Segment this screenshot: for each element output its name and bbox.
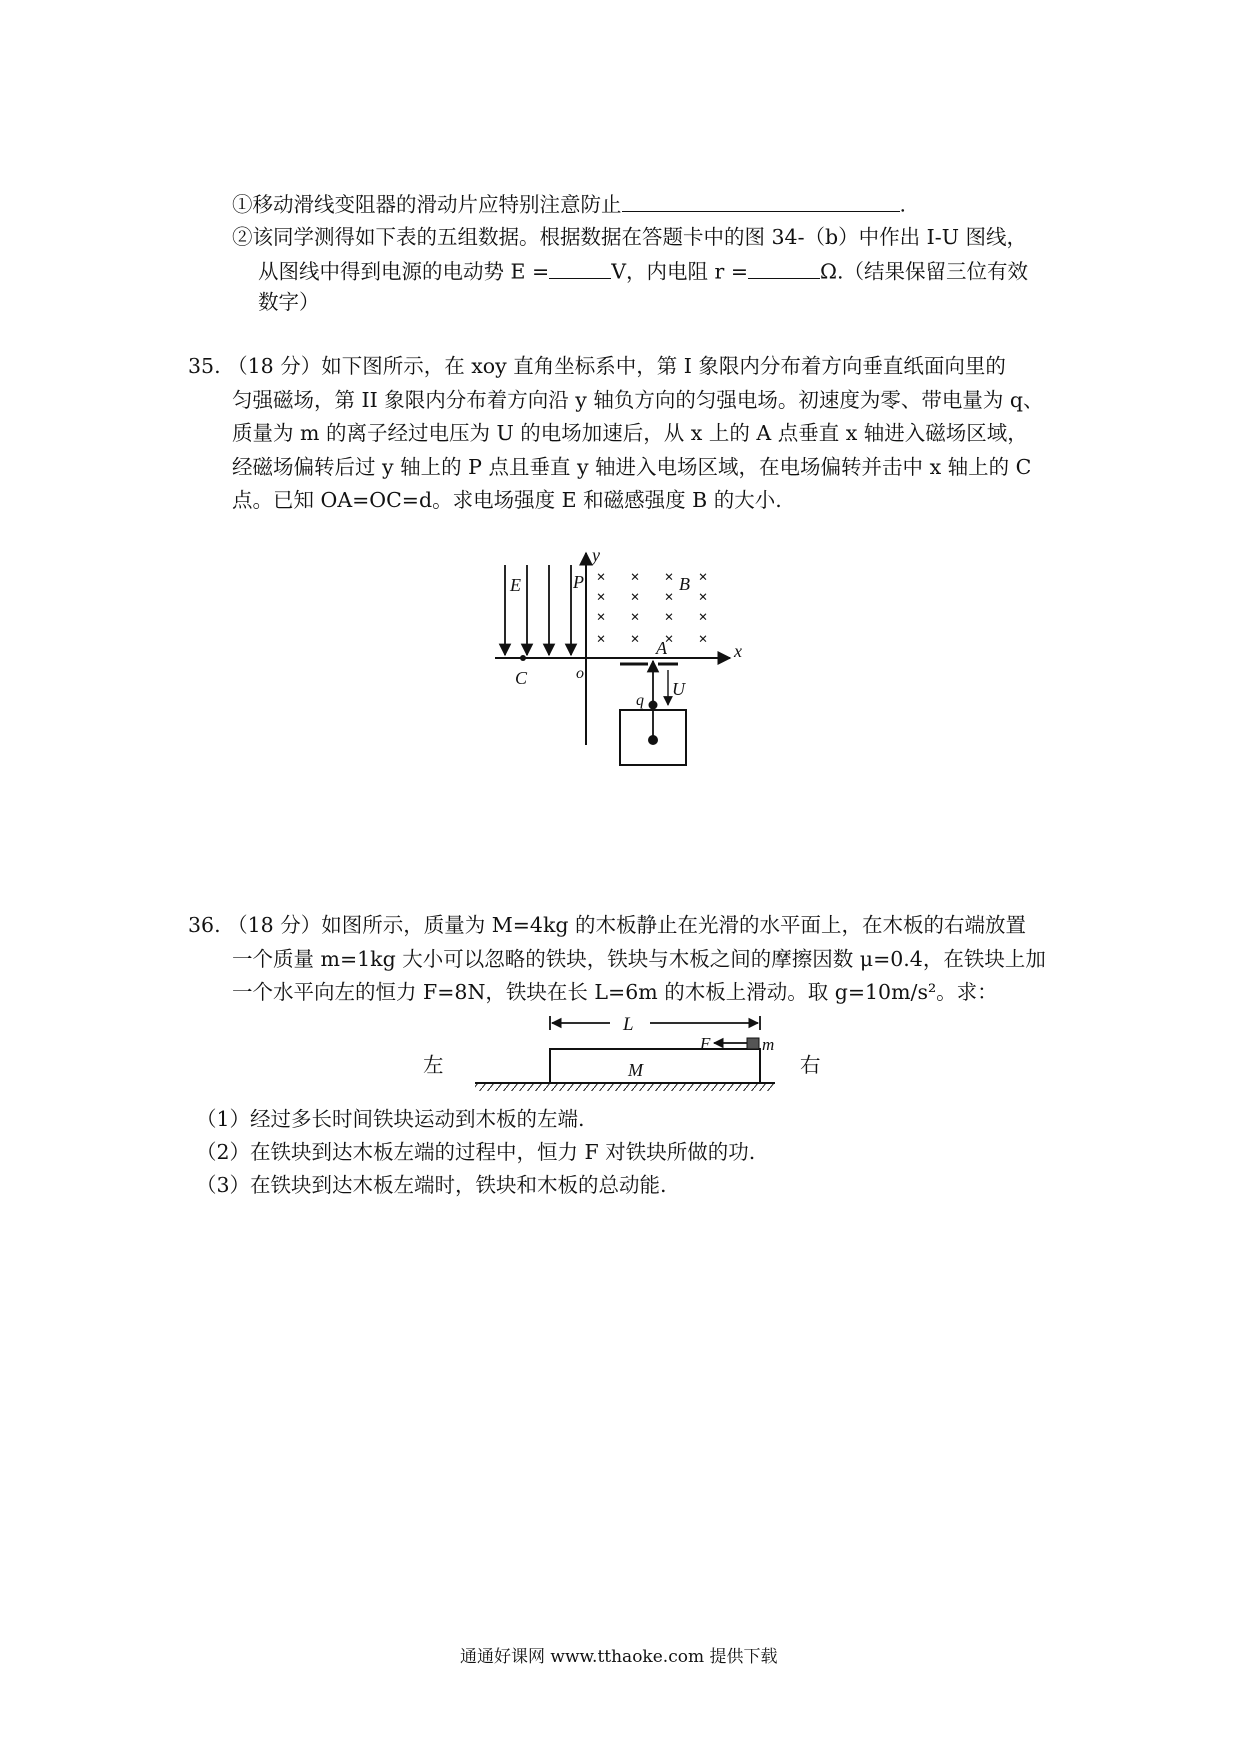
- q34-line-1-end: .: [899, 192, 907, 217]
- q35-line-2: 匀强磁场，第 II 象限内分布着方向沿 y 轴负方向的匀强电场。初速度为零、带电量为 q、: [232, 388, 1044, 412]
- q36-board-diagram: [410, 1008, 830, 1093]
- q34-line-3c: Ω.（结果保留三位有效: [820, 259, 1029, 284]
- q34-line-3b: V，内电阻 r =: [611, 259, 749, 284]
- q36-line-1: 36. （18 分）如图所示，质量为 M=4kg 的木板静止在光滑的水平面上，在木板的右端放置: [188, 913, 1027, 937]
- q35-field-diagram: [480, 545, 750, 770]
- label-x: x: [734, 641, 742, 661]
- q34-line-3a: 从图线中得到电源的电动势 E =: [258, 259, 550, 284]
- label-y: y: [592, 545, 600, 565]
- label-l: L: [623, 1014, 634, 1035]
- svg-text:×: ×: [698, 589, 708, 606]
- ion-source-dot: [648, 735, 658, 745]
- q34-line-4: 数字）: [258, 290, 320, 314]
- iron-block: [747, 1038, 759, 1049]
- label-m-board: M: [628, 1060, 643, 1080]
- label-u: U: [672, 679, 685, 699]
- q35-line-1: 35. （18 分）如下图所示，在 xoy 直角坐标系中，第 I 象限内分布着方向垂直纸面向里的: [188, 354, 1006, 378]
- svg-text:×: ×: [596, 609, 606, 626]
- point-c: [520, 655, 526, 661]
- q36-sub-3: （3）在铁块到达木板左端时，铁块和木板的总动能.: [196, 1173, 667, 1197]
- ion-q-dot: [649, 701, 658, 710]
- answer-blank-1[interactable]: [622, 190, 900, 212]
- q34-line-3: [258, 257, 1028, 284]
- label-left: 左: [423, 1053, 444, 1077]
- label-m-block: m: [762, 1035, 775, 1054]
- svg-text:×: ×: [596, 569, 606, 586]
- label-o: o: [576, 665, 584, 682]
- magnetic-field-crosses: [596, 569, 707, 648]
- q35-line-5: 点。已知 OA=OC=d。求电场强度 E 和磁感强度 B 的大小.: [232, 488, 782, 512]
- svg-text:×: ×: [630, 589, 640, 606]
- svg-text:×: ×: [664, 569, 674, 586]
- label-right: 右: [800, 1053, 821, 1077]
- q34-line-2: ②该同学测得如下表的五组数据。根据数据在答题卡中的图 34-（b）中作出 I-U 图线，: [232, 225, 1027, 249]
- svg-text:×: ×: [630, 609, 640, 626]
- q36-line-3: 一个水平向左的恒力 F=8N，铁块在长 L=6m 的木板上滑动。取 g=10m/s²。求：: [232, 980, 998, 1004]
- label-f: F: [700, 1034, 711, 1053]
- svg-text:×: ×: [596, 589, 606, 606]
- label-q: q: [636, 692, 644, 709]
- q36-sub-1: （1）经过多长时间铁块运动到木板的左端.: [196, 1107, 585, 1131]
- answer-blank-emf[interactable]: [549, 257, 611, 279]
- q36-line-2: 一个质量 m=1kg 大小可以忽略的铁块，铁块与木板之间的摩擦因数 μ=0.4，在铁块上加: [232, 947, 1046, 971]
- q35-line-4: 经磁场偏转后过 y 轴上的 P 点且垂直 y 轴进入电场区域，在电场偏转并击中 x 轴上的 C: [232, 455, 1032, 479]
- svg-text:×: ×: [596, 631, 606, 648]
- svg-text:×: ×: [664, 631, 674, 648]
- ground-hatching: [475, 1083, 775, 1091]
- svg-text:×: ×: [698, 569, 708, 586]
- q34-line-1: [232, 190, 906, 217]
- svg-text:×: ×: [630, 631, 640, 648]
- svg-text:×: ×: [664, 609, 674, 626]
- q35-line-3: 质量为 m 的离子经过电压为 U 的电场加速后，从 x 上的 A 点垂直 x 轴进入磁场区域，: [232, 421, 1028, 445]
- svg-text:×: ×: [698, 631, 708, 648]
- wooden-board: [550, 1049, 760, 1083]
- q34-line-1-text: ①移动滑线变阻器的滑动片应特别注意防止: [232, 192, 622, 217]
- q36-sub-2: （2）在铁块到达木板左端的过程中，恒力 F 对铁块所做的功.: [196, 1140, 756, 1164]
- svg-text:×: ×: [630, 569, 640, 586]
- label-p: P: [573, 572, 584, 592]
- footer-credit: 通通好课网 www.tthaoke.com 提供下载: [460, 1647, 778, 1667]
- svg-text:×: ×: [664, 589, 674, 606]
- label-e: E: [510, 575, 521, 595]
- label-a: A: [656, 638, 667, 658]
- label-c: C: [515, 668, 528, 688]
- label-b: B: [679, 574, 690, 594]
- svg-text:×: ×: [698, 609, 708, 626]
- answer-blank-resistance[interactable]: [748, 257, 820, 279]
